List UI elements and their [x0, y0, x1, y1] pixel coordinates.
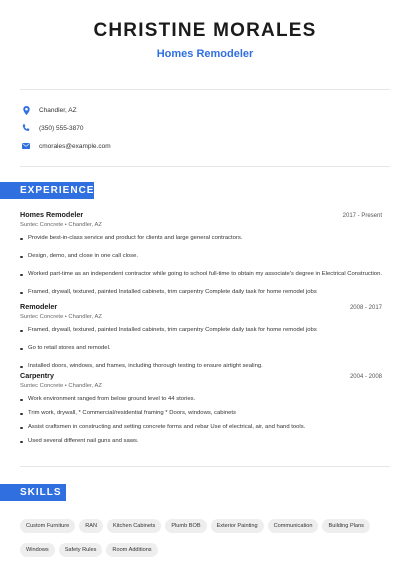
job-entry	[20, 210, 382, 297]
skills-section-heading: SKILLS	[0, 484, 66, 501]
job-entry	[20, 371, 382, 446]
skill-chip: Building Plans	[322, 519, 369, 533]
skill-chip: RAN	[79, 519, 103, 533]
email-icon	[20, 140, 32, 152]
skill-chip: Communication	[268, 519, 319, 533]
contact-location	[20, 101, 111, 119]
bullet-item: Assist craftsmen in constructing and setting concrete forms and rebar Use of electrical, air, and hand tools.	[20, 423, 382, 432]
bullet-item: Go to retail stores and remodel.	[20, 344, 382, 353]
job-bullets	[20, 395, 382, 446]
skill-chip: Room Additions	[106, 543, 157, 557]
contact-phone	[20, 119, 111, 137]
skills-list	[20, 514, 400, 562]
resume-title: Homes Remodeler	[156, 48, 254, 60]
bullet-item: Work environment ranged from below ground level to 44 stories.	[20, 395, 382, 404]
job-dates: 2008 - 2017	[349, 305, 382, 311]
email-text: cmorales@example.com	[39, 142, 111, 150]
contact-divider	[20, 166, 390, 167]
bullet-item: Used several different nail guns and saws.	[20, 437, 382, 446]
skill-chip: Custom Furniture	[20, 519, 75, 533]
bullet-item: Provide best-in-class service and product for clients and large general contractors.	[20, 234, 382, 243]
bullet-item: Worked part-time as an independent contractor while going to school full-time to obtain my associate's degree in Electrical Construction.	[20, 270, 382, 279]
experience-divider	[20, 466, 390, 467]
contact-email	[20, 137, 111, 155]
bullet-item: Trim work, drywall, * Commercial/residential framing * Doors, windows, cabinets	[20, 409, 382, 418]
skill-chip: Plumb BOB	[165, 519, 206, 533]
contact-list	[20, 101, 111, 155]
resume-name: CHRISTINE MORALES	[93, 20, 317, 41]
phone-icon	[20, 122, 32, 134]
experience-section-heading: EXPERIENCE	[0, 182, 94, 199]
job-dates: 2017 - Present	[342, 213, 382, 219]
job-entry	[20, 302, 382, 371]
bullet-item: Installed doors, windows, and frames, including thorough testing to ensure airtight sealing.	[20, 362, 382, 371]
job-title: Homes Remodeler	[20, 210, 84, 219]
bullet-item: Design, demo, and close in one call close.	[20, 252, 382, 261]
header-divider	[20, 89, 390, 90]
job-dates: 2004 - 2008	[349, 374, 382, 380]
job-title: Remodeler	[20, 302, 58, 311]
skill-chip: Exterior Painting	[211, 519, 264, 533]
phone-text: (350) 555-3870	[39, 124, 84, 132]
job-title: Carpentry	[20, 371, 54, 380]
job-company: Suntec Concrete • Chandler, AZ	[20, 383, 102, 389]
bullet-item: Framed, drywall, textured, painted Installed cabinets, trim carpentry Complete daily task for home remodel jobs	[20, 288, 382, 297]
skill-chip: Windows	[20, 543, 55, 557]
skill-chip: Kitchen Cabinets	[107, 519, 161, 533]
location-text: Chandler, AZ	[39, 106, 77, 114]
skill-chip: Safety Rules	[59, 543, 103, 557]
job-bullets	[20, 326, 382, 371]
job-company: Suntec Concrete • Chandler, AZ	[20, 314, 102, 320]
job-company: Suntec Concrete • Chandler, AZ	[20, 222, 102, 228]
bullet-item: Framed, drywall, textured, painted Installed cabinets, trim carpentry Complete daily task for home remodel jobs	[20, 326, 382, 335]
job-bullets	[20, 234, 382, 297]
location-pin-icon	[20, 104, 32, 116]
